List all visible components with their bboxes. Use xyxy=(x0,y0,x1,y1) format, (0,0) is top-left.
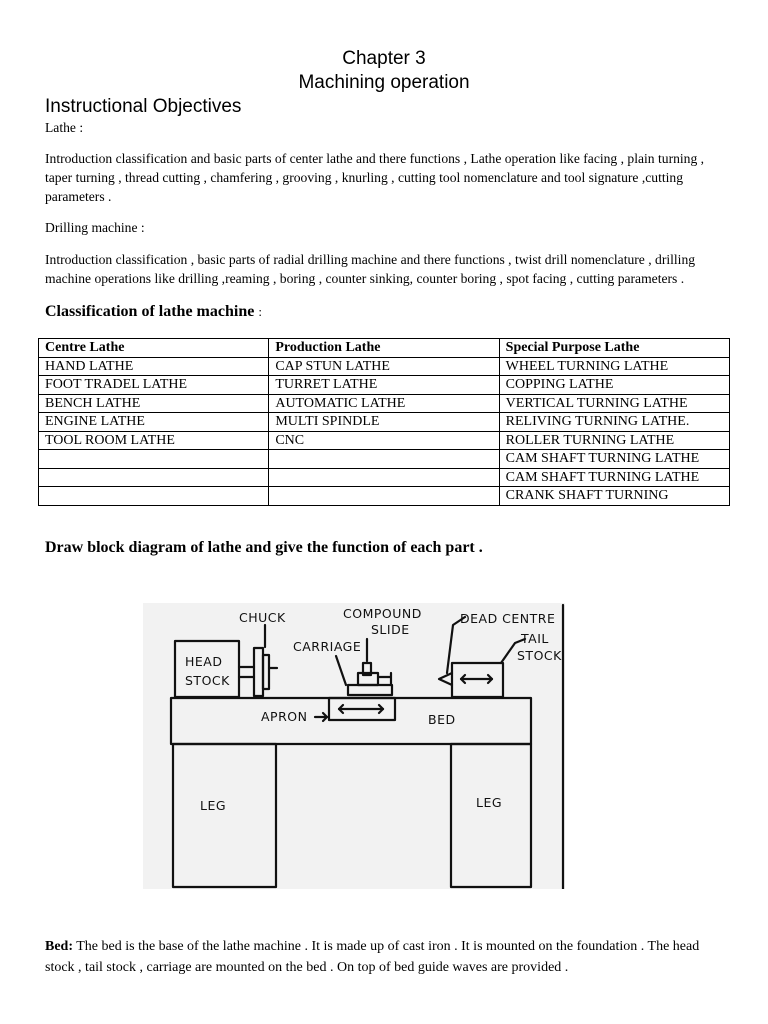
table-cell: CNC xyxy=(269,431,499,450)
lathe-block-diagram xyxy=(143,603,565,889)
classification-heading-colon: : xyxy=(258,304,262,319)
table-cell: CRANK SHAFT TURNING xyxy=(499,487,729,506)
objectives-heading: Instructional Objectives xyxy=(45,96,242,117)
table-cell: CAP STUN LATHE xyxy=(269,357,499,376)
carriage-leader xyxy=(336,656,346,685)
chuck-face xyxy=(263,655,269,689)
head-stock-label-line2: STOCK xyxy=(185,673,230,688)
tail-stock-label-line2: STOCK xyxy=(517,648,562,663)
chuck-label: CHUCK xyxy=(239,610,286,625)
table-row xyxy=(39,376,730,395)
column-header: Centre Lathe xyxy=(39,339,269,358)
tail-stock-label-line1: TAIL xyxy=(521,631,549,646)
carriage-label: CARRIAGE xyxy=(293,639,362,654)
table-cell: AUTOMATIC LATHE xyxy=(269,394,499,413)
lathe-objectives-text: Introduction classification and basic parts of center lathe and there functions , Lathe operation like facing , plain turning , taper turning , thread cutting , chamfering , grooving , knurling , cutting tool nomenclature and tool signature ,cutting parameters . xyxy=(45,151,705,204)
classification-heading-text: Classification of lathe machine xyxy=(45,303,255,320)
table-cell: WHEEL TURNING LATHE xyxy=(499,357,729,376)
drilling-objectives-text: Introduction classification , basic parts of radial drilling machine and there functions , twist drill nomenclature , drilling machine operations like drilling ,reaming , boring , counter sinking, counter boring , spot facing , cutting parameters . xyxy=(45,252,696,286)
bed-text: The bed is the base of the lathe machine . It is made up of cast iron . It is mounted on the foundation . The head stock , tail stock , carriage are mounted on the bed . On top of bed guide waves are provided . xyxy=(45,939,700,975)
table-cell: VERTICAL TURNING LATHE xyxy=(499,394,729,413)
dead-centre-cone xyxy=(439,673,452,685)
block-diagram-heading: Draw block diagram of lathe and give the function of each part . xyxy=(45,539,483,556)
table-cell xyxy=(269,450,499,469)
lathe-diagram-svg xyxy=(143,603,565,889)
table-row xyxy=(39,357,730,376)
table-cell: ROLLER TURNING LATHE xyxy=(499,431,729,450)
head-stock-label-line1: HEAD xyxy=(185,654,223,669)
dead-centre-label: DEAD CENTRE xyxy=(460,611,556,626)
table-cell: TURRET LATHE xyxy=(269,376,499,395)
classification-heading xyxy=(45,301,262,323)
table-cell xyxy=(39,450,269,469)
table-cell: RELIVING TURNING LATHE. xyxy=(499,413,729,432)
table-cell: CAM SHAFT TURNING LATHE xyxy=(499,468,729,487)
bed-label: BED xyxy=(428,712,456,727)
table-row xyxy=(39,487,730,506)
table-cell: BENCH LATHE xyxy=(39,394,269,413)
bed-term: Bed: xyxy=(45,939,73,954)
table-cell: FOOT TRADEL LATHE xyxy=(39,376,269,395)
table-row xyxy=(39,394,730,413)
compound-slide-label-line2: SLIDE xyxy=(371,622,410,637)
compound-slide-label-line1: COMPOUND xyxy=(343,606,422,621)
chuck-jaw xyxy=(254,648,263,696)
table-row xyxy=(39,450,730,469)
table-row xyxy=(39,431,730,450)
right-leg-block xyxy=(451,744,531,887)
chapter-number: Chapter 3 xyxy=(342,48,426,69)
left-leg-block xyxy=(173,744,276,887)
left-leg-label: LEG xyxy=(200,798,227,813)
lathe-classification-table xyxy=(38,338,730,506)
table-cell xyxy=(269,487,499,506)
compound-slide-handle xyxy=(379,673,391,685)
carriage-saddle xyxy=(348,685,392,695)
table-row xyxy=(39,468,730,487)
table-cell: TOOL ROOM LATHE xyxy=(39,431,269,450)
table-row xyxy=(39,413,730,432)
column-header: Special Purpose Lathe xyxy=(499,339,729,358)
table-cell xyxy=(39,487,269,506)
table-cell: HAND LATHE xyxy=(39,357,269,376)
table-header-row xyxy=(39,339,730,358)
table-cell: ENGINE LATHE xyxy=(39,413,269,432)
head-stock-block xyxy=(175,641,239,697)
table-cell xyxy=(269,468,499,487)
table-cell: COPPING LATHE xyxy=(499,376,729,395)
table-cell: MULTI SPINDLE xyxy=(269,413,499,432)
chapter-title: Machining operation xyxy=(298,72,470,93)
right-leg-label: LEG xyxy=(476,795,503,810)
lathe-label: Lathe : xyxy=(45,120,84,135)
apron-label: APRON xyxy=(261,709,308,724)
bed-description xyxy=(45,936,725,978)
drilling-label: Drilling machine : xyxy=(45,220,145,235)
table-cell xyxy=(39,468,269,487)
table-cell: CAM SHAFT TURNING LATHE xyxy=(499,450,729,469)
column-header: Production Lathe xyxy=(269,339,499,358)
